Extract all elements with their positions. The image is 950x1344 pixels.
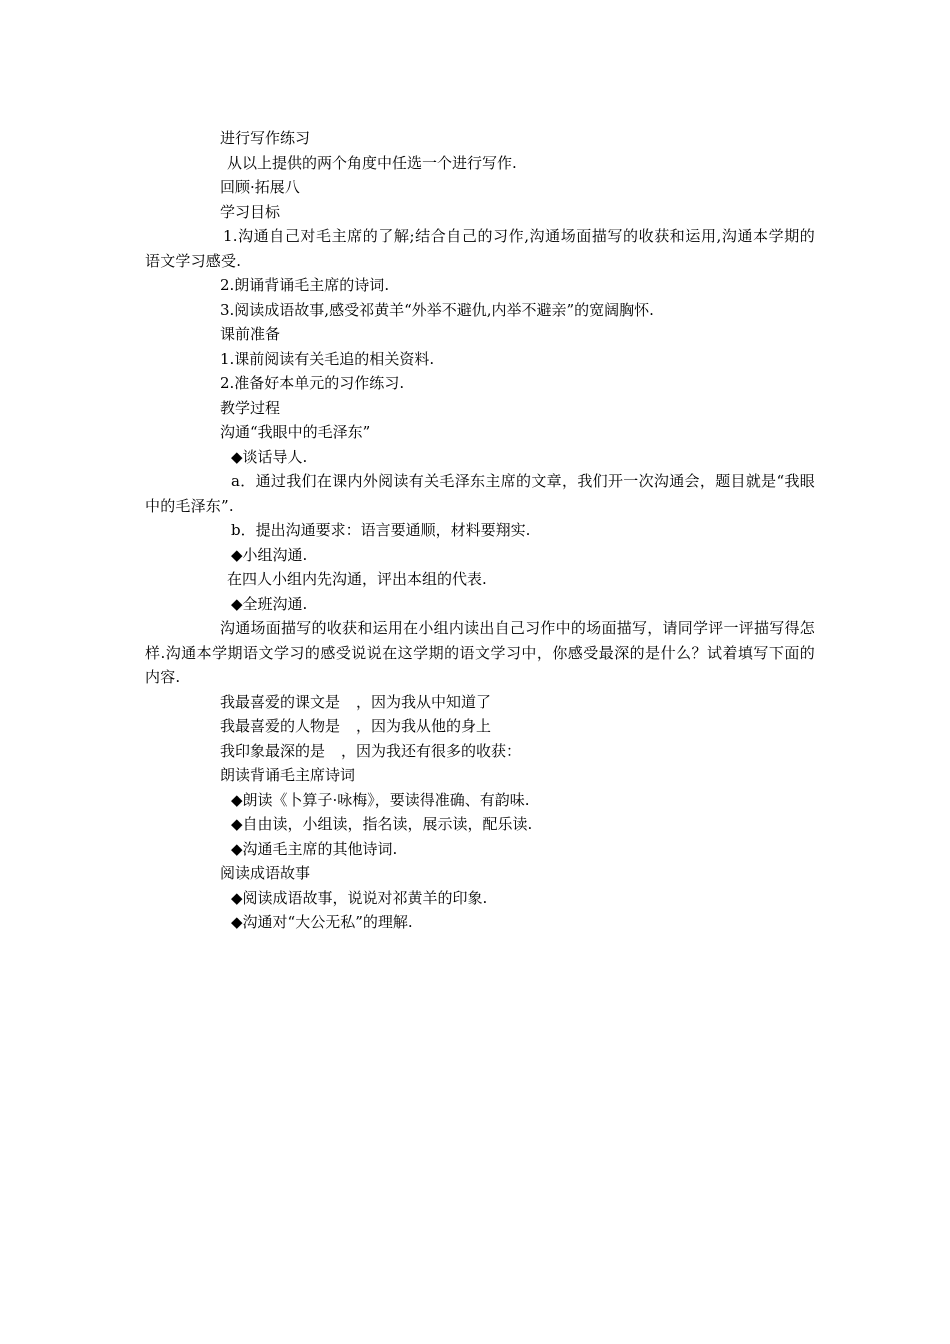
fill-in-line-2 bbox=[145, 714, 815, 739]
fill-in-line-3 bbox=[145, 739, 815, 764]
bullet-item: ◆沟通对“大公无私”的理解. bbox=[231, 913, 413, 931]
prep-item-1: 1.课前阅读有关毛追的相关资料. bbox=[220, 349, 435, 368]
heading-teaching-process: 教学过程 bbox=[220, 398, 281, 417]
fill-in-continuation: ，因为我还有很多的收获： bbox=[341, 741, 522, 760]
goal-item-2: 2.朗诵背诵毛主席的诗词. bbox=[220, 276, 390, 294]
bullet-item: ◆阅读成语故事，说说对祁黄羊的印象. bbox=[231, 888, 488, 907]
fill-in-prompt: 我最喜爱的课文是 bbox=[220, 692, 341, 711]
bullet-item: ◆谈话导人. bbox=[231, 447, 308, 466]
heading-review-eight: 回顾·拓展八 bbox=[220, 178, 300, 196]
section-title-mao: 沟通“我眼中的毛泽东” bbox=[220, 423, 371, 441]
fill-in-continuation: ，因为我从中知道了 bbox=[356, 692, 492, 711]
bullet-item: ◆全班沟通. bbox=[231, 594, 308, 613]
heading-learning-goals: 学习目标 bbox=[220, 202, 281, 221]
section-title-idiom: 阅读成语故事 bbox=[220, 864, 311, 882]
bullet-item: ◆朗读《卜算子·咏梅》，要读得准确、有韵味. bbox=[231, 790, 530, 809]
bullet-item: ◆小组沟通. bbox=[231, 545, 308, 564]
fill-in-prompt: 我最喜爱的人物是 bbox=[220, 717, 341, 735]
step-a-paragraph: a．通过我们在课内外阅读有关毛泽东主席的文章，我们开一次沟通会，题目就是“我眼中的毛泽东”. bbox=[145, 472, 815, 515]
fill-in-prompt: 我印象最深的是 bbox=[220, 741, 326, 760]
bullet-item: ◆沟通毛主席的其他诗词. bbox=[231, 839, 398, 858]
fill-in-line-1 bbox=[145, 690, 815, 715]
fill-in-continuation: ，因为我从他的身上 bbox=[356, 717, 492, 735]
heading-preparation: 课前准备 bbox=[220, 325, 281, 343]
document-body bbox=[145, 126, 815, 935]
scene-writing-paragraph: 沟通场面描写的收获和运用在小组内读出自己习作中的场面描写，请同学评一评描写得怎样.沟通本学期语文学习的感受说说在这学期的语文学习中，你感受最深的是什么？试着填写下面的内容. bbox=[145, 619, 815, 686]
text-line: 在四人小组内先沟通，评出本组的代表. bbox=[227, 570, 487, 588]
bullet-item: ◆自由读，小组读，指名读，展示读，配乐读. bbox=[231, 815, 533, 833]
prep-item-2: 2.准备好本单元的习作练习. bbox=[220, 374, 405, 392]
section-title-poems: 朗读背诵毛主席诗词 bbox=[220, 766, 356, 784]
step-b-line: b．提出沟通要求：语言要通顺，材料要翔实. bbox=[231, 521, 531, 539]
goal-item-3: 3.阅读成语故事,感受祁黄羊“外举不避仇,内举不避亲”的宽阔胸怀. bbox=[220, 300, 654, 319]
heading-writing-practice: 进行写作练习 bbox=[220, 129, 311, 147]
goal-item-1: 1.沟通自己对毛主席的了解;结合自己的习作,沟通场面描写的收获和运用,沟通本学期的语文学习感受. bbox=[145, 227, 815, 270]
text-line: 从以上提供的两个角度中任选一个进行写作. bbox=[227, 153, 517, 172]
